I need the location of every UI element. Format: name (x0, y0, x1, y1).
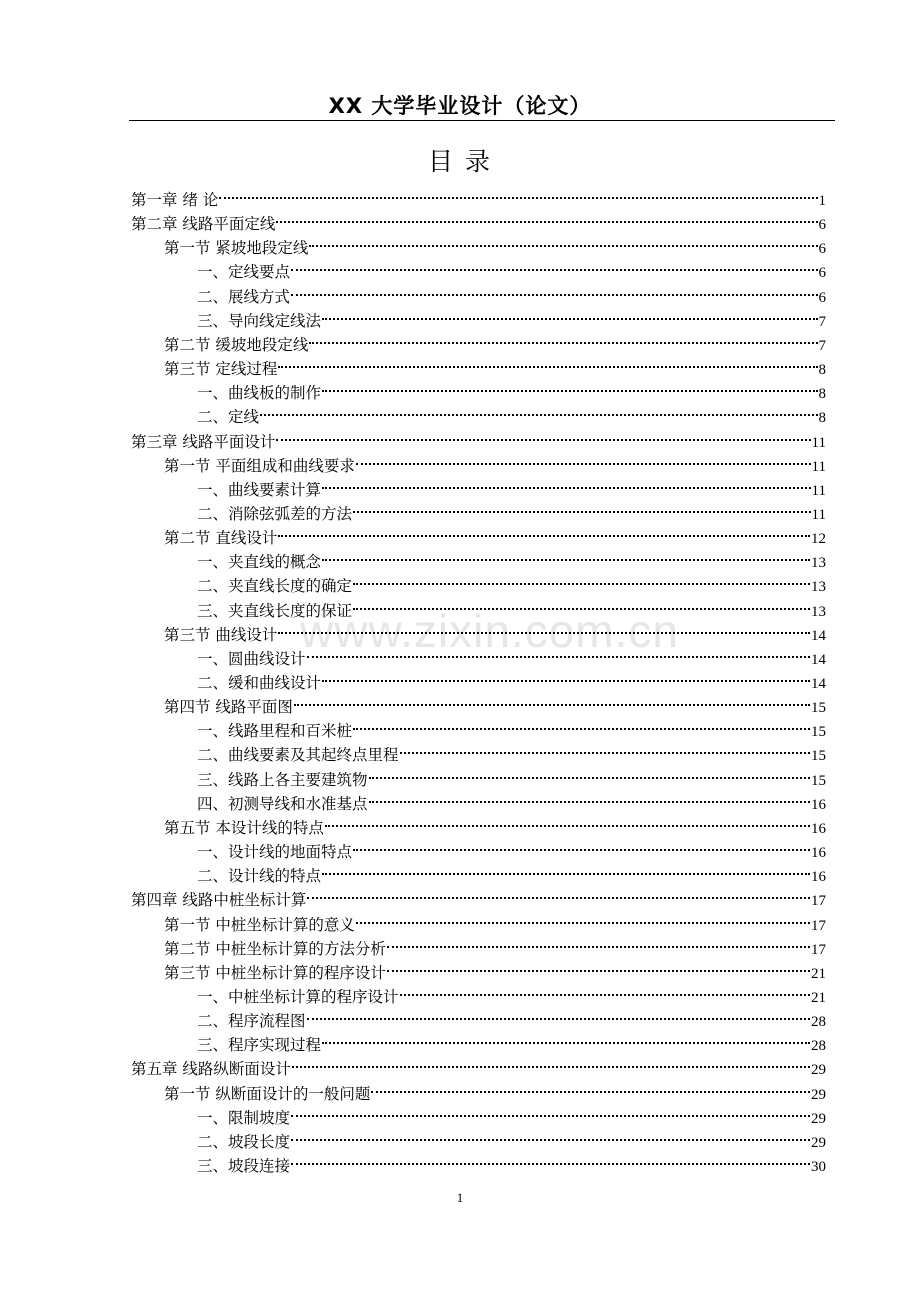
dot-leader (219, 181, 817, 205)
dot-leader (322, 302, 817, 326)
dot-leader (292, 1050, 810, 1074)
toc-entry-page: 13 (811, 603, 826, 620)
dot-leader (291, 278, 817, 302)
toc-entry-label: 二、曲线要素及其起终点里程 (197, 746, 399, 765)
toc-entry (131, 205, 826, 234)
dot-leader (307, 881, 810, 905)
toc-entry (197, 978, 826, 1006)
toc-entry-label: 第三节 中桩坐标计算的程序设计 (164, 963, 386, 982)
toc-entry (197, 253, 826, 282)
toc-entry-label: 二、坡段长度 (197, 1132, 291, 1151)
dot-leader (309, 229, 817, 253)
toc-entry (164, 229, 826, 258)
toc-entry (164, 1075, 826, 1103)
dot-leader (291, 1099, 810, 1123)
toc-entry (197, 761, 826, 789)
toc-entry-label: 二、定线 (197, 408, 260, 427)
dot-leader (400, 978, 810, 1002)
toc-entry-label: 第一节 中桩坐标计算的意义 (164, 915, 355, 934)
dot-leader (322, 374, 817, 398)
toc-entry-page: 14 (811, 627, 826, 644)
toc-entry-label: 第五章 线路纵断面设计 (131, 1060, 291, 1079)
dot-leader (322, 664, 810, 688)
toc-entry-label: 第一节 平面组成和曲线要求 (164, 456, 355, 475)
toc-entry-page: 13 (811, 555, 826, 572)
toc-entry (197, 785, 826, 813)
toc-entry (164, 350, 826, 379)
toc-entry (164, 326, 826, 354)
dot-leader (356, 906, 810, 930)
toc-entry-page: 17 (811, 917, 826, 934)
toc-entry (164, 688, 826, 717)
toc-entry-page: 13 (811, 579, 826, 596)
toc-entry-page: 8 (818, 362, 826, 379)
toc-entry (197, 592, 826, 620)
toc-entry-label: 三、夹直线长度的保证 (197, 601, 353, 620)
toc-entry-label: 第五节 本设计线的特点 (164, 818, 324, 837)
toc-entry-page: 15 (811, 772, 826, 789)
dot-leader (371, 1075, 810, 1099)
toc-entry (197, 495, 826, 523)
toc-entry-label: 第一节 紧坡地段定线 (164, 239, 309, 258)
toc-entry-label: 二、设计线的特点 (197, 867, 322, 886)
toc-entry-label: 一、限制坡度 (197, 1108, 291, 1127)
dot-leader (278, 350, 817, 374)
toc-entry-label: 三、坡段连接 (197, 1157, 291, 1175)
dot-leader (353, 495, 811, 519)
toc-entry-label: 一、定线要点 (197, 263, 291, 282)
toc-entry-label: 三、导向线定线法 (197, 311, 322, 330)
toc-title: 目 录 (428, 147, 492, 176)
toc-entry-label: 三、线路上各主要建筑物 (197, 770, 368, 789)
toc-entry (164, 906, 826, 934)
toc-entry-page: 21 (811, 965, 826, 982)
toc-entry-page: 6 (818, 241, 826, 258)
dot-leader (356, 447, 811, 471)
dot-leader (400, 736, 810, 760)
toc-entry-page: 14 (811, 651, 826, 668)
toc-entry-label: 第一节 纵断面设计的一般问题 (164, 1084, 371, 1103)
toc-entry-label: 一、曲线要素计算 (197, 480, 322, 499)
toc-entry-page: 11 (811, 458, 826, 475)
dot-leader (369, 761, 810, 785)
document-header: XX 大学毕业设计（论文） (328, 94, 592, 118)
toc-entry-page: 28 (811, 1038, 826, 1055)
toc-entry-label: 一、圆曲线设计 (197, 649, 306, 668)
toc-entry (197, 278, 826, 306)
header-divider (129, 120, 835, 121)
toc-entry-label: 第三节 曲线设计 (164, 625, 278, 644)
dot-leader (278, 616, 810, 640)
toc-entry (197, 374, 826, 403)
toc-entry-label: 二、消除弦弧差的方法 (197, 504, 353, 523)
toc-entry (164, 954, 826, 982)
toc-entry-label: 第二节 中桩坐标计算的方法分析 (164, 939, 386, 958)
toc-entry (131, 181, 826, 209)
dot-leader (294, 688, 810, 712)
dot-leader (353, 712, 810, 736)
toc-entry-label: 第二章 线路平面定线 (131, 215, 276, 234)
toc-entry-page: 11 (811, 434, 826, 451)
dot-leader (353, 833, 810, 857)
toc-entry-label: 第四章 线路中桩坐标计算 (131, 891, 307, 910)
toc-entry (197, 567, 826, 596)
dot-leader (260, 398, 817, 422)
toc-entry (197, 833, 826, 862)
toc-entry-label: 第二节 直线设计 (164, 529, 278, 548)
toc-entry-label: 一、曲线板的制作 (197, 384, 322, 403)
toc-entry-label: 一、夹直线的概念 (197, 553, 322, 572)
dot-leader (387, 930, 810, 954)
toc-entry (131, 1050, 826, 1079)
toc-entry (164, 519, 826, 548)
toc-entry-page: 29 (811, 1086, 826, 1103)
toc-entry-label: 第三章 线路平面设计 (131, 432, 276, 451)
toc-entry (197, 857, 826, 886)
dot-leader (307, 1002, 810, 1026)
toc-entry (164, 447, 826, 475)
toc-entry-page: 15 (811, 748, 826, 765)
toc-entry (197, 1147, 826, 1175)
toc-entry-page: 6 (818, 217, 826, 234)
toc-entry-page: 12 (811, 531, 826, 548)
toc-entry-label: 二、夹直线长度的确定 (197, 577, 353, 596)
toc-entry-label: 二、展线方式 (197, 287, 291, 306)
toc-entry-page: 11 (811, 482, 826, 499)
toc-entry-page: 14 (811, 676, 826, 692)
toc-entry (197, 1099, 826, 1127)
toc-entry (197, 640, 826, 668)
dot-leader (353, 592, 810, 616)
toc-entry-page: 16 (811, 820, 826, 837)
dot-leader (276, 423, 810, 447)
toc-entry-page: 15 (811, 724, 826, 741)
toc-entry-page: 30 (811, 1159, 826, 1175)
toc-entry (197, 664, 826, 692)
dot-leader (291, 253, 817, 277)
watermark: www.zixin.com.cn (300, 605, 679, 657)
dot-leader (307, 640, 810, 664)
dot-leader (353, 567, 810, 591)
toc-entry-label: 第一章 绪 论 (131, 191, 219, 209)
toc-entry (197, 302, 826, 330)
toc-entry-label: 一、中桩坐标计算的程序设计 (197, 987, 399, 1006)
dot-leader (291, 1123, 810, 1147)
toc-entry-page: 16 (811, 845, 826, 862)
toc-entry-label: 二、缓和曲线设计 (197, 674, 322, 692)
toc-entry-label: 一、设计线的地面特点 (197, 843, 353, 862)
dot-leader (322, 1026, 810, 1050)
toc-entry (164, 930, 826, 958)
toc-entry (131, 881, 826, 910)
dot-leader (276, 205, 817, 229)
toc-entry (197, 1123, 826, 1151)
toc-entry (197, 471, 826, 499)
dot-leader (322, 543, 810, 567)
toc-entry (164, 809, 826, 837)
toc-entry (197, 1002, 826, 1031)
page-number: 1 (456, 1190, 464, 1205)
dot-leader (291, 1147, 810, 1171)
toc-entry-page: 15 (811, 700, 826, 717)
toc-entry-page: 29 (811, 1134, 826, 1151)
toc-entry-label: 第三节 定线过程 (164, 360, 278, 379)
toc-entry-page: 1 (818, 193, 826, 209)
toc-entry (197, 543, 826, 572)
toc-entry (131, 423, 826, 451)
toc-entry-label: 三、程序实现过程 (197, 1036, 322, 1055)
toc-entry-label: 第二节 缓坡地段定线 (164, 335, 309, 354)
toc-entry-label: 二、程序流程图 (197, 1012, 306, 1031)
toc-entry-label: 第四节 线路平面图 (164, 698, 293, 717)
toc-entry-label: 四、初测导线和水准基点 (197, 794, 368, 813)
toc-entry-page: 17 (811, 941, 826, 958)
toc-entry-page: 11 (811, 506, 826, 523)
dot-leader (322, 857, 810, 881)
dot-leader (322, 471, 811, 495)
toc-entry-page: 16 (811, 869, 826, 886)
dot-leader (369, 785, 810, 809)
toc-entry-page: 21 (811, 989, 826, 1006)
toc-entry-page: 7 (818, 313, 826, 330)
dot-leader (309, 326, 817, 350)
toc-entry-page: 29 (811, 1110, 826, 1127)
toc-entry-page: 8 (818, 410, 826, 427)
dot-leader (278, 519, 810, 543)
toc-entry-page: 17 (811, 893, 826, 910)
toc-entry (197, 1026, 826, 1055)
toc-entry-page: 8 (818, 386, 826, 403)
toc-entry-label: 一、线路里程和百米桩 (197, 722, 353, 741)
toc-entry-page: 28 (811, 1014, 826, 1031)
toc-entry (197, 712, 826, 741)
dot-leader (325, 809, 810, 833)
toc-entry-page: 16 (811, 796, 826, 813)
toc-entry (197, 398, 826, 427)
toc-entry-page: 6 (818, 289, 826, 306)
toc-entry-page: 7 (818, 337, 826, 354)
dot-leader (387, 954, 810, 978)
toc-entry-page: 6 (818, 265, 826, 282)
toc-entry (197, 736, 826, 765)
toc-entry-page: 29 (811, 1062, 826, 1079)
